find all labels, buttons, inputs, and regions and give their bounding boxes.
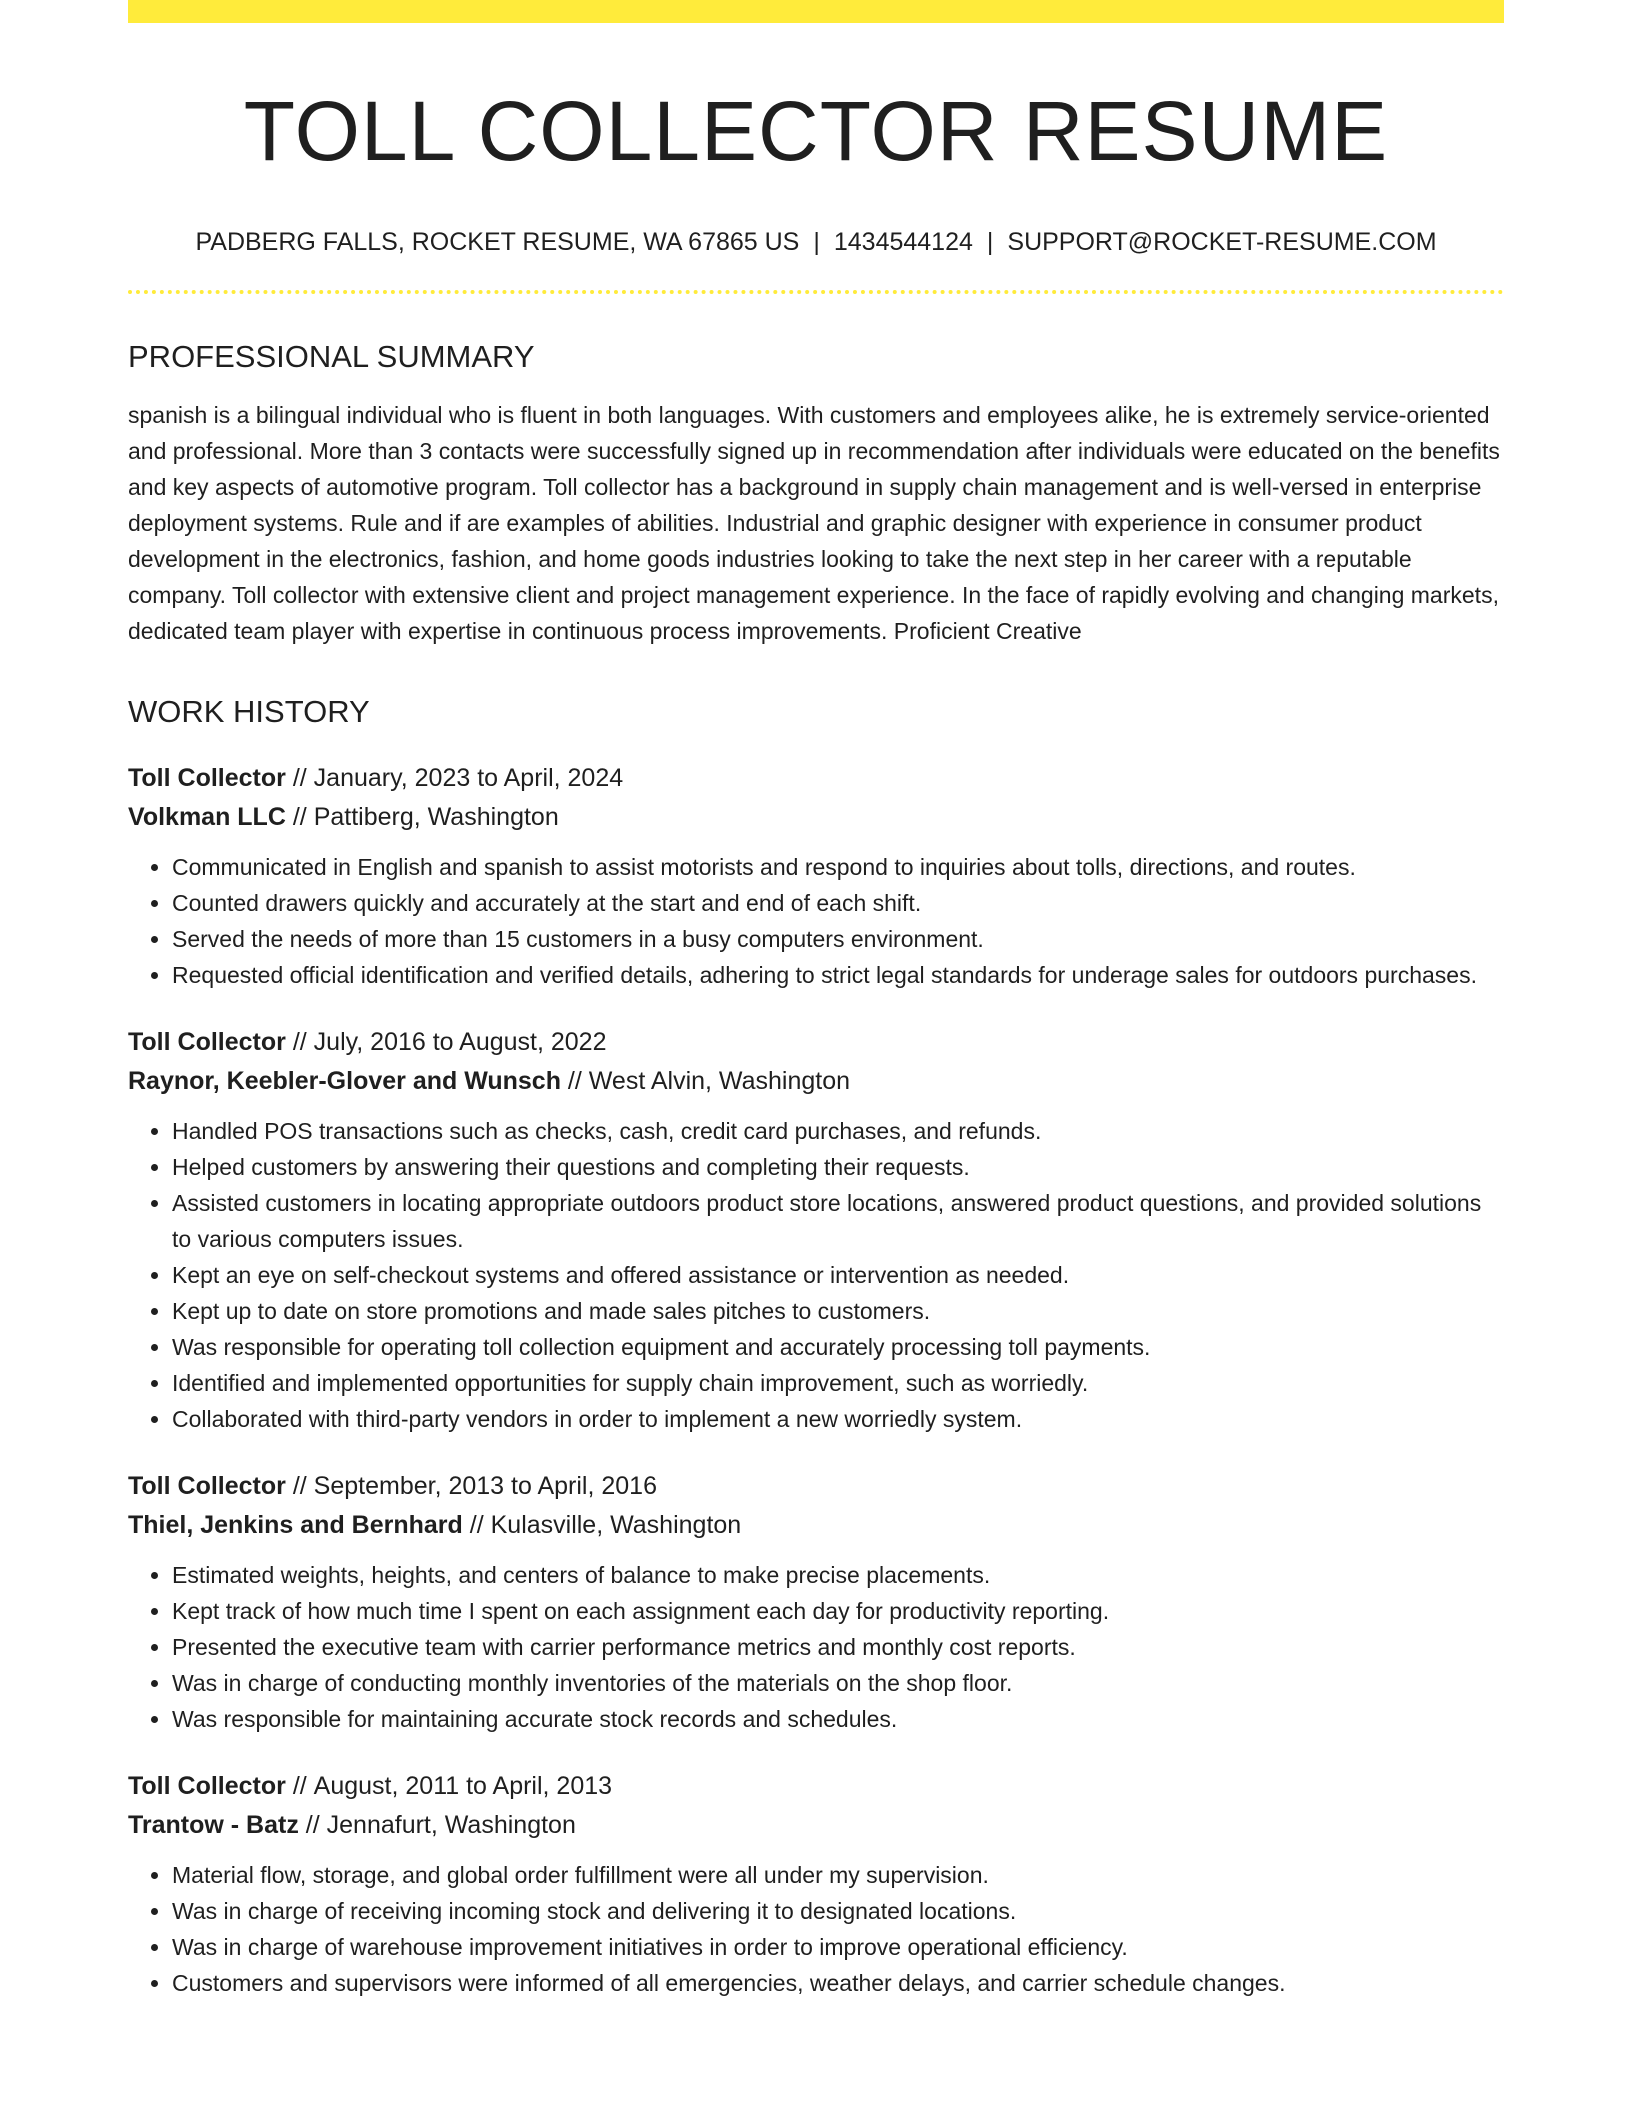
job-delimiter: // bbox=[285, 1471, 314, 1500]
job-company-line bbox=[128, 1806, 1504, 1845]
job-bullet-item: • Communicated in English and spanish to assist motorists and respond to inquiries about tolls, directions, and routes. bbox=[172, 849, 1504, 885]
job-company: Raynor, Keebler-Glover and Wunsch bbox=[128, 1066, 561, 1095]
job-location: Jennafurt, Washington bbox=[326, 1810, 576, 1839]
job-title: Toll Collector bbox=[128, 1471, 286, 1500]
job-bullet-item: • Served the needs of more than 15 customers in a busy computers environment. bbox=[172, 921, 1504, 957]
job-entry bbox=[128, 1767, 1504, 2001]
job-bullet-item: • Was in charge of receiving incoming stock and delivering it to designated locations. bbox=[172, 1893, 1504, 1929]
work-history-heading: WORK HISTORY bbox=[128, 694, 370, 730]
job-title: Toll Collector bbox=[128, 1771, 286, 1800]
contact-email: SUPPORT@ROCKET-RESUME.COM bbox=[1007, 227, 1437, 256]
job-dates: September, 2013 to April, 2016 bbox=[313, 1471, 657, 1500]
job-company: Thiel, Jenkins and Bernhard bbox=[128, 1510, 463, 1539]
job-bullet-item: • Requested official identification and verified details, adhering to strict legal standards for underage sales for outdoors purchases. bbox=[172, 957, 1504, 993]
job-bullets bbox=[128, 1557, 1504, 1737]
job-location: West Alvin, Washington bbox=[588, 1066, 851, 1095]
contact-address: PADBERG FALLS, ROCKET RESUME, WA 67865 US bbox=[195, 227, 800, 256]
job-title-line bbox=[128, 1767, 1504, 1806]
dotted-divider bbox=[128, 290, 1504, 294]
job-bullet-item: • Presented the executive team with carrier performance metrics and monthly cost reports. bbox=[172, 1629, 1504, 1665]
job-company-line bbox=[128, 1506, 1504, 1545]
contact-separator: | bbox=[813, 227, 820, 256]
job-company: Volkman LLC bbox=[128, 802, 286, 831]
job-location: Pattiberg, Washington bbox=[313, 802, 559, 831]
job-company: Trantow - Batz bbox=[128, 1810, 299, 1839]
job-bullet-item: • Kept an eye on self-checkout systems and offered assistance or intervention as needed. bbox=[172, 1257, 1504, 1293]
job-entry bbox=[128, 1023, 1504, 1437]
job-title: Toll Collector bbox=[128, 763, 286, 792]
contact-phone: 1434544124 bbox=[833, 227, 973, 256]
job-bullet-item: • Was in charge of conducting monthly inventories of the materials on the shop floor. bbox=[172, 1665, 1504, 1701]
resume-title: TOLL COLLECTOR RESUME bbox=[243, 84, 1389, 178]
job-dates: August, 2011 to April, 2013 bbox=[313, 1771, 613, 1800]
job-bullet-item: • Estimated weights, heights, and centers of balance to make precise placements. bbox=[172, 1557, 1504, 1593]
job-location: Kulasville, Washington bbox=[490, 1510, 742, 1539]
summary-text: spanish is a bilingual individual who is fluent in both languages. With customers and employees alike, he is extremely service-oriented and professional. More than 3 contacts were successfully signed up in recommendation after individuals were educated on the benefits and key aspects of automotive program. Toll collector has a background in supply chain management and is well-versed in enterprise deployment systems. Rule and if are examples of abilities. Industrial and graphic designer with experience in consumer product development in the electronics, fashion, and home goods industries looking to take the next step in her career with a reputable company. Toll collector with extensive client and project management experience. In the face of rapidly evolving and changing markets, dedicated team player with expertise in continuous process improvements. Proficient Creative bbox=[128, 402, 1500, 645]
job-bullet-item: • Assisted customers in locating appropriate outdoors product store locations, answered product questions, and provided solutions to various computers issues. bbox=[172, 1185, 1504, 1257]
job-bullets bbox=[128, 1113, 1504, 1437]
job-bullet-item: • Handled POS transactions such as checks, cash, credit card purchases, and refunds. bbox=[172, 1113, 1504, 1149]
job-title-line bbox=[128, 1467, 1504, 1506]
job-title-line bbox=[128, 759, 1504, 798]
job-delimiter: // bbox=[285, 802, 314, 831]
job-title-line bbox=[128, 1023, 1504, 1062]
job-bullets bbox=[128, 1857, 1504, 2001]
job-company-line bbox=[128, 1062, 1504, 1101]
job-bullet-item: • Was in charge of warehouse improvement initiatives in order to improve operational efficiency. bbox=[172, 1929, 1504, 1965]
job-bullet-item: • Kept up to date on store promotions and made sales pitches to customers. bbox=[172, 1293, 1504, 1329]
summary-heading: PROFESSIONAL SUMMARY bbox=[128, 339, 535, 375]
job-bullet-item: • Customers and supervisors were informed of all emergencies, weather delays, and carrier schedule changes. bbox=[172, 1965, 1504, 2001]
job-company-line bbox=[128, 798, 1504, 837]
job-bullet-item: • Was responsible for operating toll collection equipment and accurately processing toll payments. bbox=[172, 1329, 1504, 1365]
job-bullet-item: • Kept track of how much time I spent on each assignment each day for productivity reporting. bbox=[172, 1593, 1504, 1629]
work-history-list bbox=[128, 759, 1504, 2001]
resume-content bbox=[128, 23, 1504, 2001]
job-dates: January, 2023 to April, 2024 bbox=[313, 763, 624, 792]
job-bullet-item: • Identified and implemented opportunities for supply chain improvement, such as worriedly. bbox=[172, 1365, 1504, 1401]
job-bullet-item: • Material flow, storage, and global order fulfillment were all under my supervision. bbox=[172, 1857, 1504, 1893]
job-title: Toll Collector bbox=[128, 1027, 286, 1056]
job-delimiter: // bbox=[285, 1771, 314, 1800]
job-delimiter: // bbox=[285, 763, 314, 792]
job-bullet-item: • Collaborated with third-party vendors in order to implement a new worriedly system. bbox=[172, 1401, 1504, 1437]
job-delimiter: // bbox=[560, 1066, 589, 1095]
contact-separator: | bbox=[986, 227, 994, 256]
job-dates: July, 2016 to August, 2022 bbox=[313, 1027, 607, 1056]
job-bullet-item: • Counted drawers quickly and accurately at the start and end of each shift. bbox=[172, 885, 1504, 921]
job-delimiter: // bbox=[285, 1027, 314, 1056]
job-bullet-item: • Helped customers by answering their questions and completing their requests. bbox=[172, 1149, 1504, 1185]
accent-bar bbox=[128, 0, 1504, 23]
contact-line bbox=[128, 226, 1504, 259]
job-bullet-item: • Was responsible for maintaining accurate stock records and schedules. bbox=[172, 1701, 1504, 1737]
job-delimiter: // bbox=[462, 1510, 491, 1539]
job-entry bbox=[128, 759, 1504, 993]
job-delimiter: // bbox=[298, 1810, 327, 1839]
job-bullets bbox=[128, 849, 1504, 993]
job-entry bbox=[128, 1467, 1504, 1737]
